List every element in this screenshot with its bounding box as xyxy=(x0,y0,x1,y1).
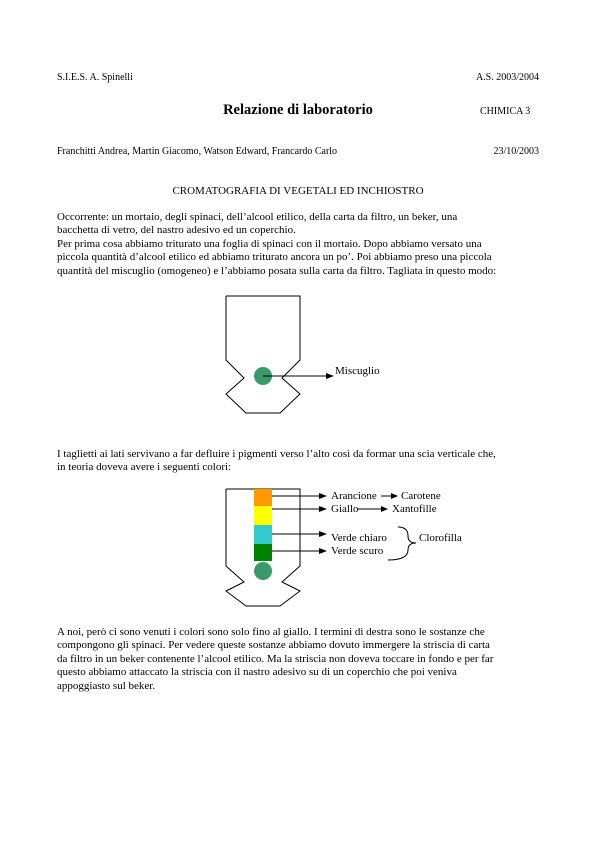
text-line: A noi, però ci sono venuti i colori sono solo fino al giallo. I termini di destra sono le sostanze che xyxy=(57,626,485,638)
text-line: I taglietti ai lati servivano a far defluire i pigmenti verso l’alto così da formar una scia verticale che, xyxy=(57,448,496,460)
arrow-head xyxy=(319,506,327,512)
text-line: bacchetta di vetro, del nastro adesivo ed un coperchio. xyxy=(57,224,296,237)
xanthophyll-label: Xantofille xyxy=(392,503,437,515)
band-yellow xyxy=(254,506,272,525)
chlorophyll-brace xyxy=(388,527,416,560)
school-name: S.I.E.S. A. Spinelli xyxy=(57,72,133,83)
section-title: CROMATOGRAFIA DI VEGETALI ED INCHIOSTRO xyxy=(172,185,424,197)
page-title: Relazione di laboratorio xyxy=(223,102,373,118)
band-label-dark-green: Verde scuro xyxy=(331,545,384,557)
arrow-head xyxy=(319,531,327,537)
report-date: 23/10/2003 xyxy=(493,146,539,157)
school-year: A.S. 2003/2004 xyxy=(475,72,539,83)
band-label-light-green: Verde chiaro xyxy=(331,532,387,544)
text-line: da filtro in un beker contenente l’alcool etilico. Ma la striscia non doveva toccare in fondo e per far xyxy=(57,652,494,665)
text-line: Per prima cosa abbiamo triturato una foglia di spinaci con il mortaio. Dopo abbiamo versato una xyxy=(57,237,482,250)
arrow-head xyxy=(319,548,327,554)
text-line: compongono gli spinaci. Per vedere queste sostanze abbiamo dovuto immergere la striscia di carta xyxy=(57,639,490,652)
arrow-head xyxy=(391,493,398,499)
band-label-orange: Arancione xyxy=(331,490,377,502)
arrow-head xyxy=(319,493,327,499)
text-line: questo abbiamo attaccato la striscia con il nastro adesivo su di un coperchio che poi veniva xyxy=(57,666,457,679)
band-label-yellow: Giallo xyxy=(331,503,359,515)
sample-spot xyxy=(254,562,272,580)
text-line: quantità del miscuglio (omogeneo) e l’abbiamo posata sulla carta da filtro. Tagliata in questo modo: xyxy=(57,264,497,277)
band-light-green xyxy=(254,525,272,544)
text-line: Occorrente: un mortaio, degli spinaci, dell’alcool etilico, della carta da filtro, un beker, una xyxy=(57,211,458,223)
text-line: appoggiasto sul beker. xyxy=(57,679,156,692)
carotene-label: Carotene xyxy=(401,490,441,502)
arrow-head xyxy=(381,506,388,512)
text-line: in teoria doveva avere i seguenti colori: xyxy=(57,461,232,474)
subject-label: CHIMICA 3 xyxy=(480,106,531,117)
mixture-label: Miscuglio xyxy=(335,365,380,377)
band-orange xyxy=(254,489,272,506)
chlorophyll-label: Clorofilla xyxy=(419,532,462,544)
text-line: piccola quantità d’alcool etilico ed abbiamo triturato ancora un po’. Poi abbiamo preso una piccola xyxy=(57,251,492,264)
paragraph-result xyxy=(57,626,539,693)
band-dark-green xyxy=(254,544,272,561)
authors: Franchitti Andrea, Martin Giacomo, Watson Edward, Francardo Carlo xyxy=(57,146,338,157)
